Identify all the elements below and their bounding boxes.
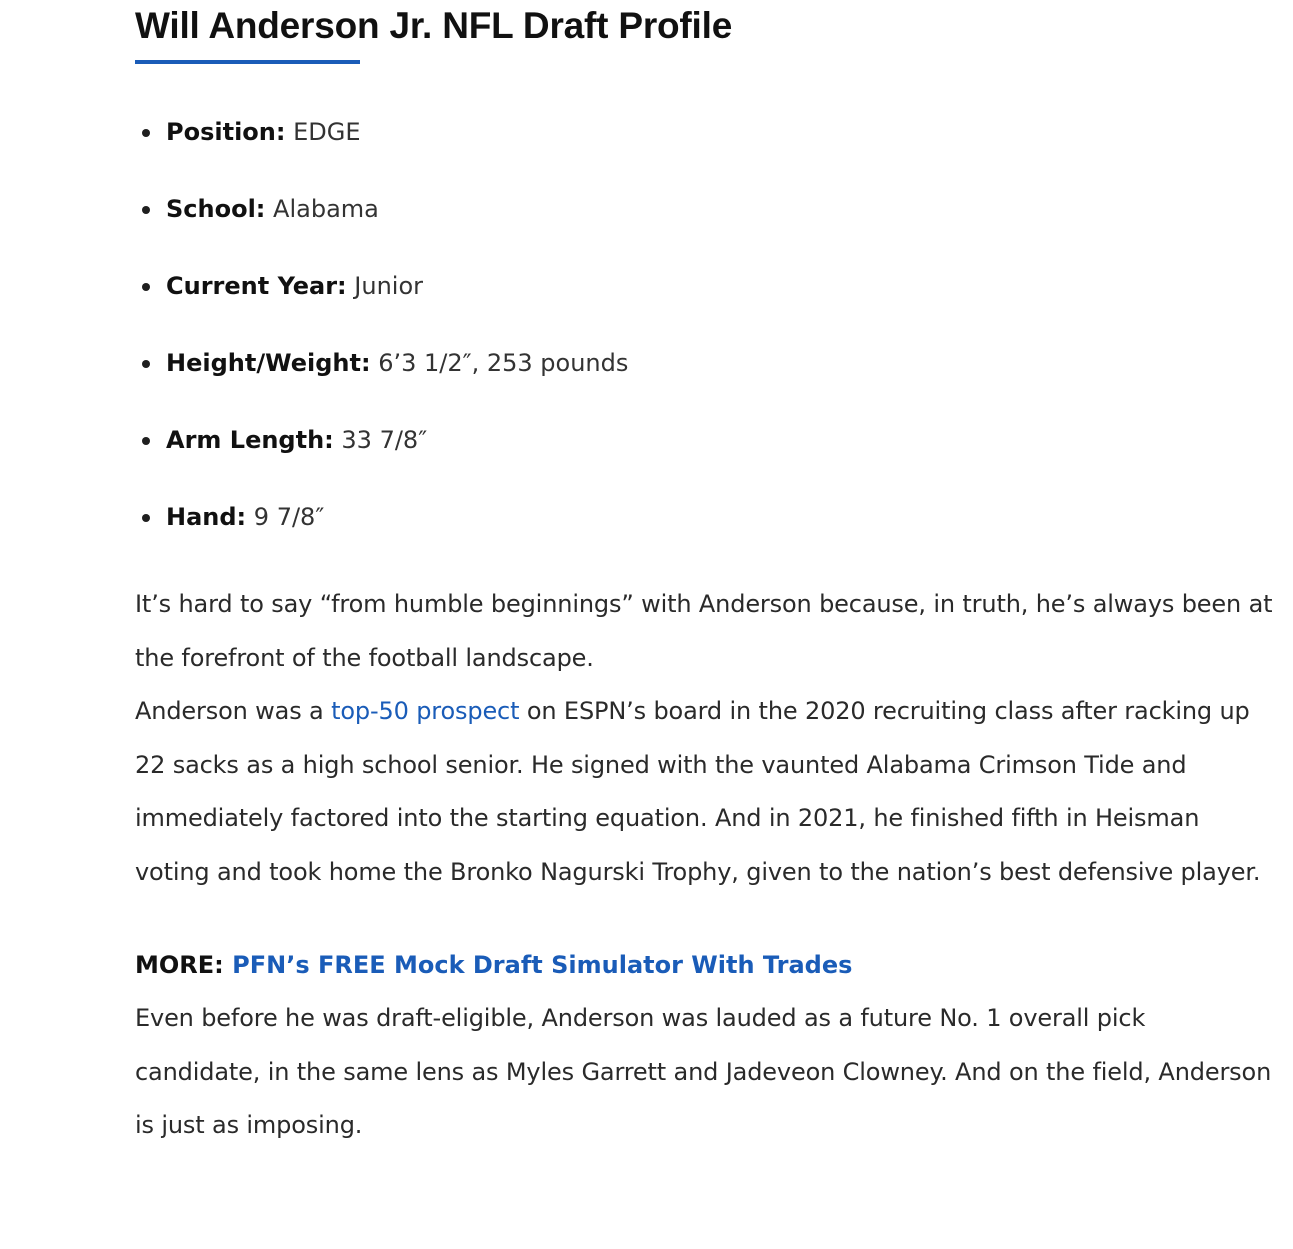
more-callout (135, 939, 1275, 992)
paragraph-text: Anderson was a (135, 697, 332, 725)
fact-label: School: (166, 195, 266, 223)
fact-value: Alabama (273, 195, 379, 223)
fact-hand (135, 501, 1275, 533)
top-50-prospect-link[interactable]: top-50 prospect (331, 697, 520, 725)
fact-school (135, 193, 1275, 225)
fact-value: 33 7/8″ (341, 426, 428, 454)
fact-height-weight (135, 347, 1275, 379)
fact-position (135, 116, 1275, 148)
paragraph-recruiting (135, 685, 1275, 899)
fact-label: Hand: (166, 503, 247, 531)
article (135, 0, 1275, 1153)
fact-label: Position: (166, 118, 286, 146)
fact-value: 6’3 1/2″, 253 pounds (378, 349, 629, 377)
profile-facts-list (135, 116, 1275, 533)
page-title: Will Anderson Jr. NFL Draft Profile (135, 5, 733, 46)
fact-current-year (135, 270, 1275, 302)
fact-label: Arm Length: (166, 426, 334, 454)
fact-value: Junior (354, 272, 424, 300)
title-underline (135, 60, 360, 64)
more-label: MORE: (135, 951, 224, 979)
paragraph-text: on ESPN’s board in the 2020 recruiting class after racking up 22 sacks as a high school senior. He signed with the vaunted Alabama Crimson Tide and immediately factored into the starting equation. And in 2021, he finished fifth in Heisman voting and took home the Bronko Nagurski Trophy, given to the nation’s best defensive player. (135, 697, 1261, 886)
mock-draft-simulator-link[interactable]: PFN’s FREE Mock Draft Simulator With Trades (232, 951, 853, 979)
fact-value: 9 7/8″ (253, 503, 325, 531)
fact-value: EDGE (293, 118, 361, 146)
fact-label: Current Year: (166, 272, 347, 300)
fact-label: Height/Weight: (166, 349, 371, 377)
fact-arm-length (135, 424, 1275, 456)
paragraph-intro: It’s hard to say “from humble beginnings” with Anderson because, in truth, he’s always been at the forefront of the football landscape. (135, 590, 1273, 672)
paragraph-draft-eligible: Even before he was draft-eligible, Anderson was lauded as a future No. 1 overall pick candidate, in the same lens as Myles Garrett and Jadeveon Clowney. And on the field, Anderson is just as imposing. (135, 1004, 1272, 1139)
